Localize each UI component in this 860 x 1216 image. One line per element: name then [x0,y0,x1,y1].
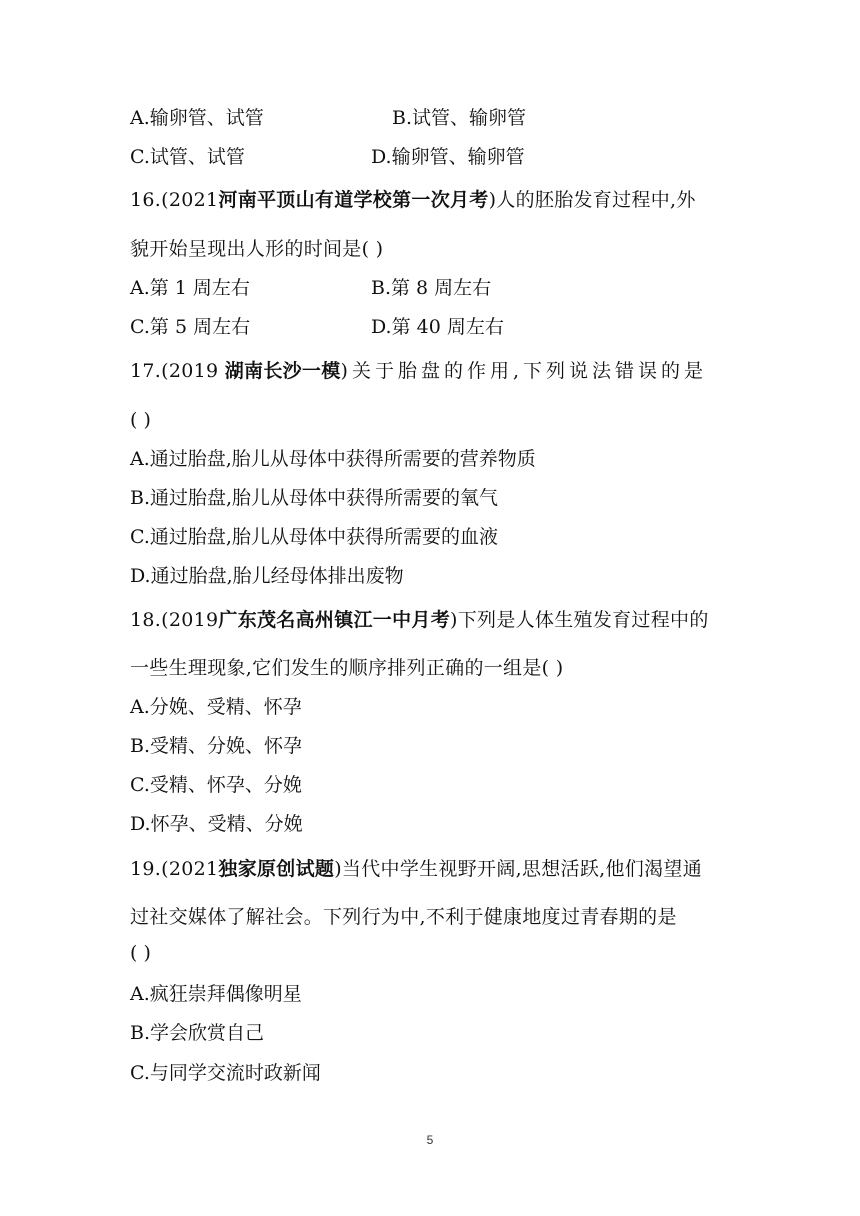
q16-stem-line-2: 貌开始呈现出人形的时间是( ) [130,238,384,260]
q17-stem-line-1 [130,359,707,383]
q17-option-c: C.通过胎盘,胎儿从母体中获得所需要的血液 [130,526,498,548]
q16-option-b: B.第 8 周左右 [371,277,492,299]
q18-number: 18.(2019 [130,609,219,631]
q16-stem-line-1 [130,188,696,212]
q19-option-a: A.疯狂崇拜偶像明星 [130,983,302,1005]
q19-stem-part-a: )当代中学生视野开阔,思想活跃,他们渴望通 [334,858,702,880]
q18-stem-part-a: )下列是人体生殖发育过程中的 [450,609,709,631]
q17-option-a: A.通过胎盘,胎儿从母体中获得所需要的营养物质 [130,448,536,470]
q16-option-a: A.第 1 周左右 [130,277,250,299]
q17-option-d: D.通过胎盘,胎儿经母体排出废物 [130,565,404,587]
q19-stem-line-2: 过社交媒体了解社会。下列行为中,不利于健康地度过青春期的是 [130,906,677,928]
q15-option-c: C.试管、试管 [130,146,245,168]
q17-source: 湖南长沙一模 [224,360,341,382]
q15-option-d: D.输卵管、输卵管 [371,146,525,168]
q18-source: 广东茂名高州镇江一中月考 [218,609,450,631]
q15-option-b: B.试管、输卵管 [392,107,527,129]
q18-stem-line-1 [130,608,709,632]
q18-option-c: C.受精、怀孕、分娩 [130,774,302,796]
q17-option-b: B.通过胎盘,胎儿从母体中获得所需要的氧气 [130,487,499,509]
q19-number: 19.(2021 [130,858,219,880]
q19-option-b: B.学会欣赏自己 [130,1022,265,1044]
q19-source: 独家原创试题 [218,858,335,880]
q19-stem-line-1 [130,857,702,881]
q18-option-d: D.怀孕、受精、分娩 [130,813,303,835]
q15-option-a: A.输卵管、试管 [130,107,264,129]
page-number: 5 [426,1133,434,1147]
q16-option-c: C.第 5 周左右 [130,316,251,338]
q17-number: 17.(2019 [130,360,225,382]
q18-option-a: A.分娩、受精、怀孕 [130,696,302,718]
q17-stem-line-2: ( ) [130,409,151,431]
q19-option-c: C.与同学交流时政新闻 [130,1062,321,1084]
q16-stem-part-a: )人的胚胎发育过程中,外 [488,189,696,211]
q18-option-b: B.受精、分娩、怀孕 [130,735,303,757]
q16-option-d: D.第 40 周左右 [371,316,504,338]
q16-source: 河南平顶山有道学校第一次月考 [218,189,489,211]
q16-number: 16.(2021 [130,189,219,211]
q19-stem-line-3: ( ) [130,942,151,964]
q18-stem-line-2: 一些生理现象,它们发生的顺序排列正确的一组是( ) [130,657,564,679]
q17-stem-part-a: )关于胎盘的作用,下列说法错误的是 [340,360,707,382]
